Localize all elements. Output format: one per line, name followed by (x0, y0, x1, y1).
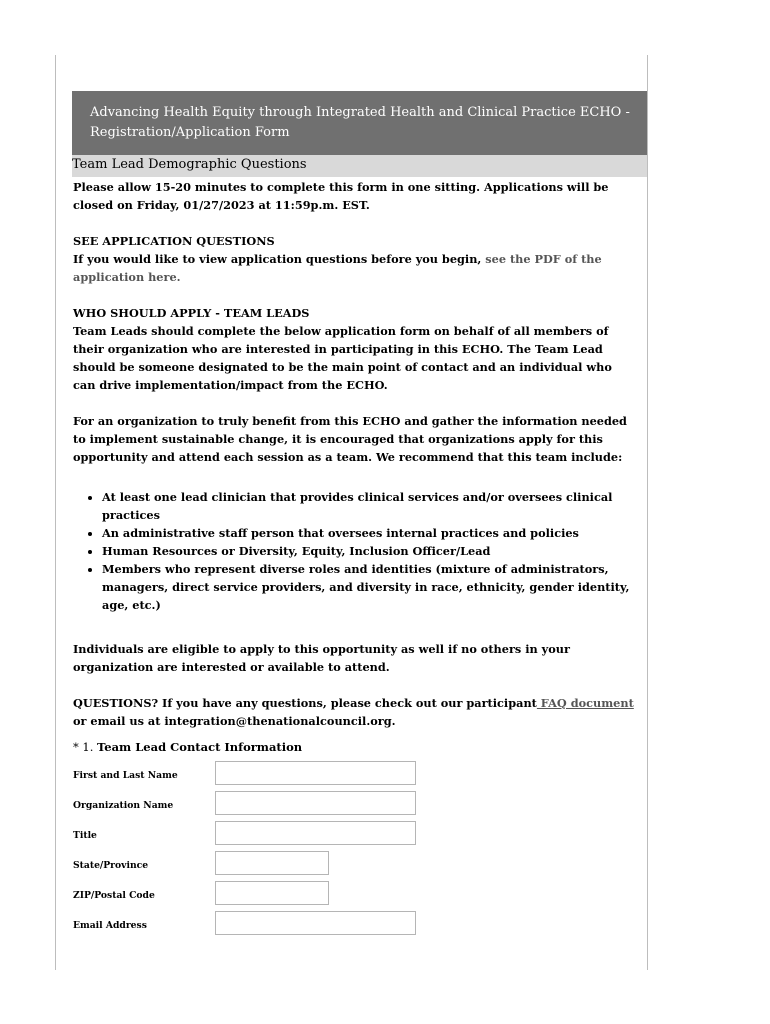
state-province-input[interactable] (215, 851, 329, 875)
form-title-line-1: Advancing Health Equity through Integrated Health and Clinical Practice ECHO - (90, 105, 630, 120)
who-should-apply-heading: WHO SHOULD APPLY - TEAM LEADS (73, 306, 310, 320)
zip-postal-code-input[interactable] (215, 881, 329, 905)
first-last-name-input[interactable] (215, 761, 416, 785)
list-item: • Members who represent diverse roles and identities (mixture of administrators, managers, direct service providers, and diversity in race, ethnicity, gender identity, age, etc.) (102, 560, 635, 614)
faq-document-link[interactable]: FAQ document (536, 696, 634, 710)
form-title-line-2: Registration/Application Form (90, 125, 290, 140)
email-address-input[interactable] (215, 911, 416, 935)
question-1-title (73, 738, 635, 756)
benefit-text: For an organization to truly benefit from this ECHO and gather the information needed to implement sustainable change, it is encouraged that organizations apply for this opportunity and attend each session as a team. We recommend that this team include: (73, 414, 627, 464)
who-should-apply-text: Team Leads should complete the below application form on behalf of all members of their organization who are interested in participating in this ECHO. The Team Lead should be someone designated to be the main point of contact and an individual who can drive implementation/impact from the ECHO. (73, 324, 612, 392)
field-row-email (73, 911, 635, 941)
questions-tail-text: or email us at integration@thenationalcouncil.org. (73, 714, 396, 728)
field-label: First and Last Name (73, 770, 178, 781)
form-content (73, 177, 635, 941)
section-title: Team Lead Demographic Questions (72, 155, 647, 177)
see-questions-paragraph (73, 250, 635, 286)
title-input[interactable] (215, 821, 416, 845)
question-1-label: Team Lead Contact Information (97, 740, 303, 754)
list-item: • At least one lead clinician that provides clinical services and/or oversees clinical practices (102, 488, 635, 524)
individuals-text: Individuals are eligible to apply to this opportunity as well if no others in your organization are interested or available to attend. (73, 642, 570, 674)
required-marker: * 1. (73, 740, 94, 754)
pdf-application-link[interactable]: see the PDF of the application here. (73, 252, 602, 284)
field-label: State/Province (73, 860, 149, 871)
field-row-state (73, 851, 635, 881)
field-row-title (73, 821, 635, 851)
see-questions-heading: SEE APPLICATION QUESTIONS (73, 234, 275, 248)
organization-name-input[interactable] (215, 791, 416, 815)
field-row-name (73, 761, 635, 791)
contact-fields (73, 761, 635, 941)
form-header (72, 91, 647, 155)
page-frame (55, 55, 648, 970)
field-label: ZIP/Postal Code (73, 890, 155, 901)
questions-paragraph (73, 694, 635, 730)
see-questions-text: If you would like to view application questions before you begin, (73, 252, 482, 266)
list-item: • Human Resources or Diversity, Equity, Inclusion Officer/Lead (102, 542, 635, 560)
field-label: Email Address (73, 920, 147, 931)
field-row-organization (73, 791, 635, 821)
questions-text: QUESTIONS? If you have any questions, please check out our participant (73, 696, 537, 710)
field-row-zip (73, 881, 635, 911)
field-label: Title (73, 830, 97, 841)
allow-text: Please allow 15-20 minutes to complete this form in one sitting. Applications will be closed on Friday, 01/27/2023 at 11:59p.m. EST. (73, 180, 609, 212)
field-label: Organization Name (73, 800, 174, 811)
list-item: • An administrative staff person that oversees internal practices and policies (102, 524, 635, 542)
recommend-list (73, 488, 635, 614)
